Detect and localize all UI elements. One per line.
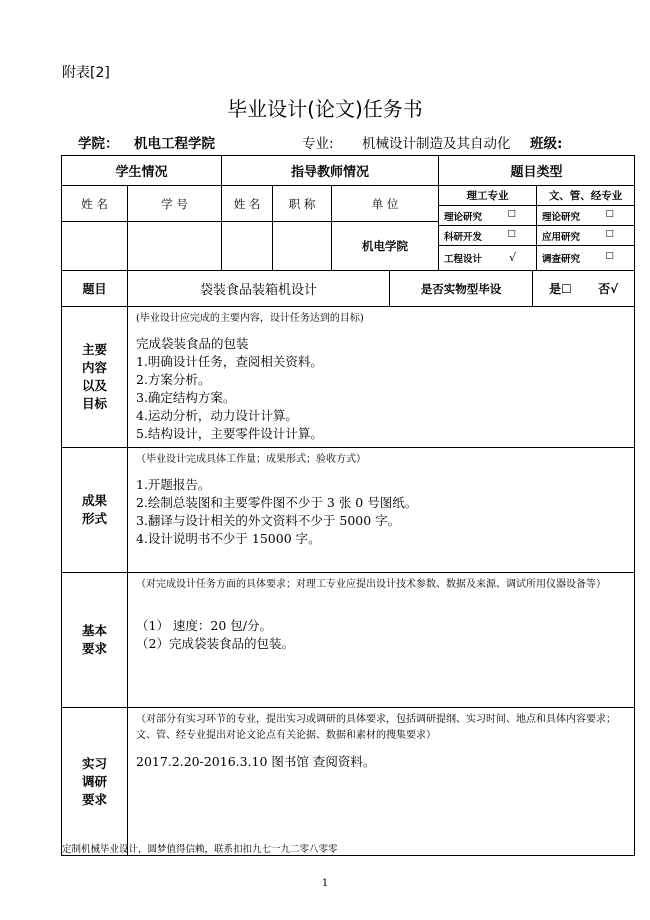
physical-yes-option[interactable]: 是☐	[548, 282, 572, 296]
internship-line: 2017.2.20-2016.3.10 图书馆 查阅资料。	[136, 754, 376, 770]
internship-label: 实习 调研 要求	[62, 708, 128, 856]
type-arts-mark[interactable]: ☐	[605, 251, 615, 262]
major-value: 机械设计制造及其自动化	[362, 136, 511, 152]
content-section	[128, 307, 635, 448]
major-label: 专业:	[302, 136, 334, 152]
footer-note: 定制机械毕业设计，圆梦值得信赖，联系扣扣九七一九二零八零零	[62, 844, 338, 855]
col-supervisor-unit: 单 位	[332, 186, 439, 222]
col-student-id: 学 号	[128, 186, 222, 222]
type-eng-label: 理论研究	[444, 211, 483, 223]
type-arts-label: 应用研究	[542, 231, 581, 243]
col-student-name: 姓 名	[62, 186, 128, 222]
type-eng-header: 理工专业	[466, 190, 509, 202]
type-arts-label: 理论研究	[542, 211, 581, 223]
type-eng-label: 科研开发	[444, 231, 483, 243]
col-supervisor-title: 职 称	[273, 186, 332, 222]
class-label: 班级:	[530, 136, 563, 152]
content-line: 1.明确设计任务，查阅相关资料。	[136, 353, 323, 369]
results-line: 1.开题报告。	[136, 476, 211, 492]
type-eng-mark[interactable]: ☐	[507, 228, 517, 240]
physical-design-options	[533, 271, 635, 307]
task-table	[61, 155, 635, 856]
content-line: 3.确定结构方案。	[136, 389, 236, 405]
topic-label: 题目	[62, 271, 128, 307]
requirements-note: （对完成设计任务方面的具体要求；对理工专业应提出设计技术参数、数据及来源、调试所用仪器设备等）	[136, 579, 606, 591]
supervisor-unit-cell: 机电学院	[332, 222, 439, 271]
content-line: 2.方案分析。	[136, 371, 211, 387]
type-eng-mark[interactable]: √	[509, 251, 517, 264]
college-label: 学院：	[78, 136, 119, 152]
group-topic-type-header: 题目类型	[439, 156, 635, 186]
type-option	[537, 206, 635, 226]
content-label: 主要 内容 以及 目标	[62, 307, 128, 448]
results-line: 4.设计说明书不少于 15000 字。	[136, 531, 321, 547]
supervisor-title-cell[interactable]	[273, 222, 332, 271]
type-option	[439, 246, 537, 271]
results-note: （毕业设计完成具体工作量；成果形式；验收方式）	[136, 454, 366, 466]
attachment-label: 附表[2]	[62, 65, 110, 81]
type-arts-header: 文、管、经专业	[537, 186, 635, 206]
content-line: 完成袋装食品的包装	[136, 335, 249, 351]
requirements-line: （2）完成袋装食品的包装。	[136, 635, 294, 651]
physical-no-option[interactable]: 否√	[598, 282, 619, 296]
page-number: 1	[321, 878, 329, 889]
requirements-label: 基本 要求	[62, 573, 128, 708]
internship-section	[128, 708, 635, 856]
topic-type-grid	[439, 186, 635, 271]
results-line: 3.翻译与设计相关的外文资料不少于 5000 字。	[136, 513, 401, 528]
internship-note: （对部分有实习环节的专业，提出实习或调研的具体要求，包括调研提纲、实习时间、地点和具体内容要求；文、管、经专业提出对论文论点有关论据、数据和素材的搜集要求）	[136, 714, 616, 741]
type-option	[537, 246, 635, 271]
content-note: (毕业设计应完成的主要内容，设计任务达到的目标)	[136, 313, 364, 324]
type-arts-mark[interactable]: ☐	[605, 208, 615, 220]
type-option	[439, 226, 537, 246]
student-id-cell[interactable]	[128, 222, 222, 271]
type-option	[537, 226, 635, 246]
results-section	[128, 448, 635, 573]
student-name-cell[interactable]	[62, 222, 128, 271]
college-value: 机电工程学院	[134, 136, 215, 152]
type-eng-mark[interactable]: ☐	[507, 208, 517, 220]
type-arts-mark[interactable]: ☐	[605, 228, 615, 240]
group-supervisor-header: 指导教师情况	[222, 156, 439, 186]
type-option	[439, 206, 537, 226]
physical-design-label: 是否实物型毕设	[390, 271, 533, 307]
col-supervisor-name: 姓 名	[222, 186, 273, 222]
topic-value: 袋装食品装箱机设计	[128, 271, 390, 307]
requirements-line: （1） 速度：20 包/分。	[136, 617, 273, 633]
group-student-header: 学生情况	[62, 156, 222, 186]
content-line: 4.运动分析，动力设计计算。	[136, 408, 298, 423]
supervisor-name-cell[interactable]	[222, 222, 273, 271]
requirements-section	[128, 573, 635, 708]
content-line: 5.结构设计，主要零件设计计算。	[136, 426, 323, 442]
page-title: 毕业设计(论文)任务书	[227, 97, 423, 121]
type-arts-label: 调查研究	[542, 254, 581, 265]
type-eng-label: 工程设计	[444, 254, 483, 265]
results-label: 成果 形式	[62, 448, 128, 573]
results-line: 2.绘制总装图和主要零件图不少于 3 张 0 号图纸。	[136, 494, 418, 510]
